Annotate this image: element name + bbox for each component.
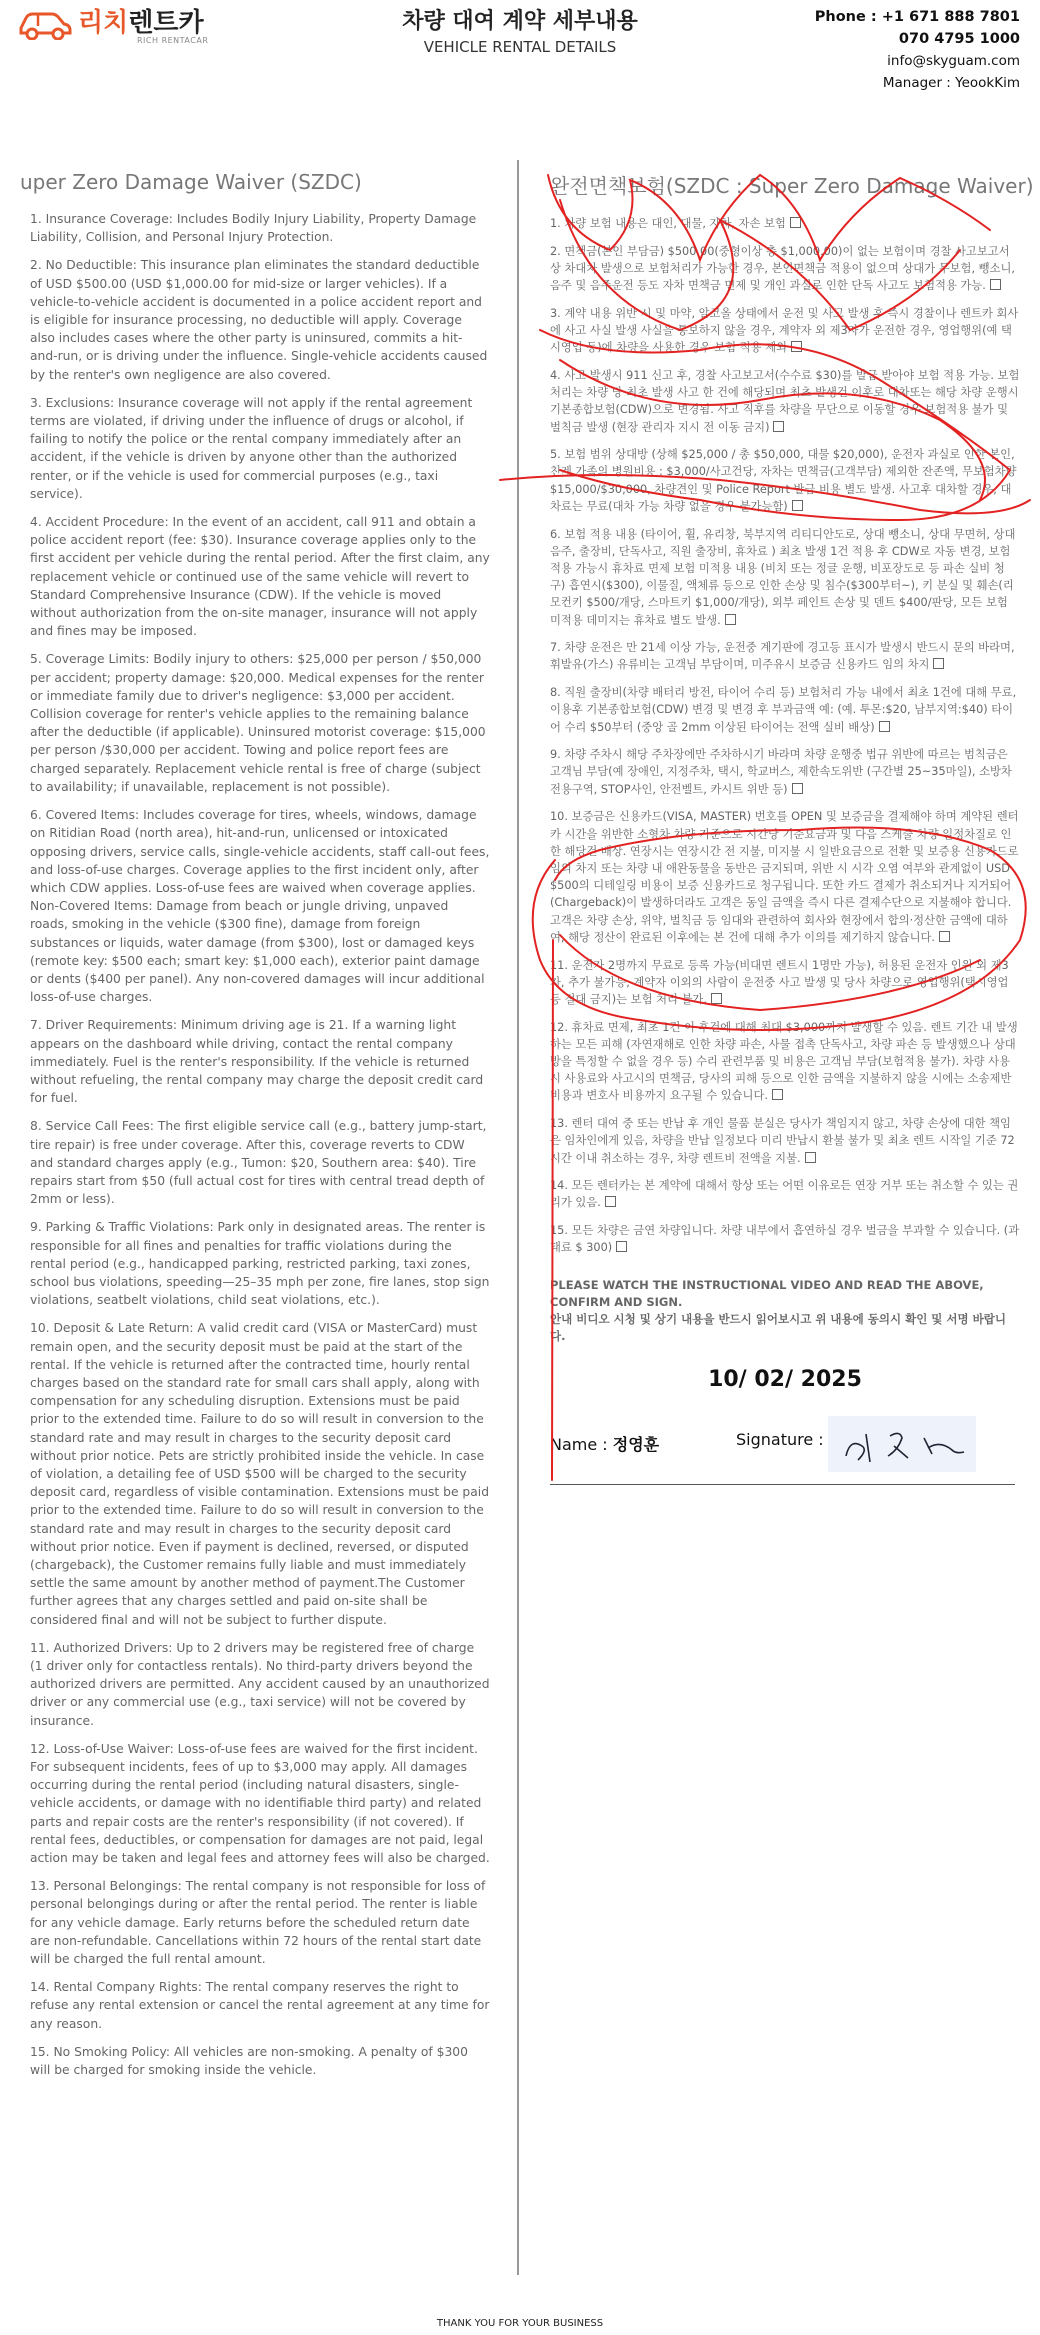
instruction-text: PLEASE WATCH THE INSTRUCTIONAL VIDEO AND READ THE ABOVE, CONFIRM AND SIGN. 안내 비디오 시청 및 상기 내용을 반드시 읽어보시고 위 내용에 동의시 확인 및 서명 바랍니다. xyxy=(550,1277,1006,1343)
confirm-checkbox[interactable] xyxy=(791,341,802,352)
korean-term-item xyxy=(550,1019,1020,1105)
contact-info xyxy=(815,6,1020,94)
english-term-item: 5. Coverage Limits: Bodily injury to others: $25,000 per person / $50,000 per accident; property damage: $20,000. Medical expenses for the renter or immediate family due to driver's negligence: $3,000 per accident. Collision coverage for renter's vehicle applies to the remaining balance after the deductible (if applicable). Uninsured motorist coverage: $15,000 per person /$30,000 per accident. Towing and police report fees are charged separately. Replacement vehicle rental is free of charge (subject to availability; if unavailable, replacement is not possible). xyxy=(30,652,486,794)
korean-term-item xyxy=(550,746,1020,798)
korean-term-item xyxy=(550,639,1020,673)
manager: Manager : YeookKim xyxy=(882,75,1020,91)
english-term-item: 9. Parking & Traffic Violations: Park only in designated areas. The renter is responsible for all fines and penalties for traffic violations during the rental period (e.g., handicapped parking, restricted parking, taxi zones, school bus violations, speeding—25–35 mph per zone, fire lanes, stop sign violations, seatbelt violations, child seat violations, etc.). xyxy=(30,1220,490,1308)
document-subtitle: VEHICLE RENTAL DETAILS xyxy=(423,38,617,56)
column-divider xyxy=(517,160,519,2275)
confirm-checkbox[interactable] xyxy=(792,500,803,511)
english-term-item: 15. No Smoking Policy: All vehicles are non-smoking. A penalty of $300 will be charged for smoking inside the vehicle. xyxy=(30,2044,468,2078)
confirm-checkbox[interactable] xyxy=(711,993,722,1004)
english-term-item: 8. Service Call Fees: The first eligible service call (e.g., battery jump-start, tire repair) is free under coverage. After this, coverage reverts to CDW and standard charges apply (e.g., Tumon: $20, Southern area: $40). Tire repairs start from $50 (full actual cost for tires with central tread depth of 2mm or less). xyxy=(30,1119,487,1207)
english-term-item: 2. No Deductible: This insurance plan eliminates the standard deductible of USD $500.00 (USD $1,000.00 for mid-size or larger vehicles). If a vehicle-to-vehicle accident is documented in a police accident report and is eligible for insurance processing, no deductible will apply. Coverage also includes cases where the other party is uninsured, commits a hit-and-run, or is driving under the influence. Single-vehicle accidents caused by the renter's own negligence are also covered. xyxy=(30,258,488,382)
english-term-item: 7. Driver Requirements: Minimum driving age is 21. If a warning light appears on the dashboard while driving, contact the rental company immediately. Fuel is the renter's responsibility. If the vehicle is returned without refueling, the rental company may charge the deposit credit card for fuel. xyxy=(30,1018,484,1106)
korean-section-title: 완전면책보험(SZDC : Super Zero Damage Waiver) xyxy=(550,174,1034,198)
confirm-checkbox[interactable] xyxy=(939,931,950,942)
english-term-item: 3. Exclusions: Insurance coverage will not apply if the rental agreement terms are violated, if driving under the influence of drugs or alcohol, if failing to notify the police or the rental company immediately after an accident, if the vehicle is driven by anyone other than the authorized renter, or if the vehicle is used for commercial purposes (e.g., taxi service). xyxy=(30,395,473,501)
english-term-item: 12. Loss-of-Use Waiver: Loss-of-use fees are waived for the first incident. For subsequent incidents, fees of up to $3,000 may apply. All damages occurring during the rental period (including natural disasters, single-vehicle accidents, or damage with no identifiable third party) and related parts and repair costs are the renter's responsibility (if not covered). If rental fees, deductibles, or compensation for damages are not paid, legal action may be taken and legal fees and attorney fees will also be charged. xyxy=(30,1741,490,1866)
signature-box[interactable] xyxy=(828,1416,976,1472)
korean-term-item xyxy=(550,526,1020,629)
english-term-item: 14. Rental Company Rights: The rental company reserves the right to refuse any rental extension or cancel the rental agreement at any time for any reason. xyxy=(30,1980,490,2031)
english-terms xyxy=(20,168,490,2089)
renter-name: 정영훈 xyxy=(612,1434,660,1454)
korean-term-text: 2. 면책금(본인 부담금) $500.00(중형이상 총 $1,000.00)이 없는 보험이며 경찰 사고보고서 상 차대차 발생으로 보험처리가 가능한 경우, 본인면책금 적용이 없으며 상대가 무보험, 뺑소니, 음주 및 음주운전 등도 자차 면책금 면제 및 개인 과실로 인한 단독 사고도 보험적용 가능. xyxy=(550,244,1015,293)
korean-terms-list xyxy=(550,215,1020,1257)
logo-text: 리치렌트카 xyxy=(78,8,204,38)
korean-term-text: 9. 차량 주차시 해당 주차장에만 주차하시기 바라며 차량 운행중 법규 위반에 따르는 범칙금은 고객님 부담(예 장애인, 지정주차, 택시, 학교버스, 제한속도위반 (구간별 25~35마일), 소방차전용구역, STOP사인, 안전벨트, 카시트 위반 등) xyxy=(550,748,1012,796)
header xyxy=(0,0,1040,110)
confirm-checkbox[interactable] xyxy=(879,721,890,732)
korean-term-text: 3. 계약 내용 위반 시 및 마약, 알코올 상태에서 운전 및 사고 발생 후 즉시 경찰이나 렌트카 회사에 사고 사실 발생 사실을 통보하지 않을 경우, 계약자 외 제3자가 운전한 경우, 영업행위(예 택시영업 등)에 차량을 사용한 경우 보험 적용 제외 xyxy=(550,306,1019,355)
english-term-item: 4. Accident Procedure: In the event of an accident, call 911 and obtain a police accident report (fee: $30). Insurance coverage applies only to the first accident per vehicle during the rental period. After the first claim, any replacement vehicle or continued use of the same vehicle will revert to Standard Comprehensive Insurance (CDW). If the vehicle is moved without authorization from the on-site manager, insurance will not apply and fines may be imposed. xyxy=(30,515,490,639)
contract-date: 10/ 02/ 2025 xyxy=(708,1366,862,1392)
korean-term-item xyxy=(550,367,1020,436)
korean-term-text: 7. 차량 운전은 만 21세 이상 가능, 운전중 계기판에 경고등 표시가 발생시 반드시 문의 바라며, 휘발유(가스) 유류비는 고객님 부담이며, 미주유시 보증금 신용카드 임의 차지 xyxy=(550,641,1015,672)
email: info@skyguam.com xyxy=(887,53,1020,69)
korean-term-item xyxy=(550,684,1020,736)
logo-subtext: RICH RENTACAR xyxy=(137,36,209,45)
handwritten-signature xyxy=(828,1416,976,1472)
korean-term-text: 8. 직원 출장비(차량 배터리 방전, 타이어 수리 등) 보험처리 가능 내에서 최초 1건에 대해 무료, 이용후 기본종합보험(CDW) 변경 및 변경 후 부과금액 예: (예. 투몬:$20, 남부지역:$40) 타이어 수리 $50부터 (중앙 골 2mm 이상된 타이어는 전액 실비 배상) xyxy=(550,686,1017,734)
name-field: Name : 정영훈 xyxy=(550,1434,660,1454)
confirm-checkbox[interactable] xyxy=(772,1089,783,1100)
korean-term-item xyxy=(550,1177,1020,1211)
korean-term-text: 10. 보증금은 신용카드(VISA, MASTER) 번호를 OPEN 및 보증금을 결제해야 하며 계약된 렌터카 시간을 위반한 소형차 차량 기준으로 시간당 기준요금과 및 다음 스케줄 차량 일정차질로 인한 해당건 배상. 연장시는 연장시간 전 지불, 미지불 시 일반요금으로 전환 및 보증용 신용카드로 임의 차지 또는 차량 내 애완동물을 동반은 금지되며, 위반 시 시각 오염 여부와 관계없이 USD $500의 디테일링 비용이 보증 신용카드로 청구됩니다. 또한 카드 결제가 취소되거나 지거되어 (Chargeback)이 발생하더라도 고객은 동일 금액을 즉시 다른 결제수단으로 지불해야 합니다. 고객은 차량 손상, 위약, 벌칙금 등 임대와 관련하여 회사와 현장에서 합의·정산한 금액에 대하여, 해당 정산이 완료된 이후에는 본 건에 대해 추가 이의를 제기하지 않습니다. xyxy=(550,810,1019,944)
confirm-checkbox[interactable] xyxy=(616,1241,627,1252)
confirm-checkbox[interactable] xyxy=(792,783,803,794)
english-term-item: 11. Authorized Drivers: Up to 2 drivers may be registered free of charge (1 driver only for contactless rentals). No third-party drivers beyond the authorized drivers are permitted. Any accident caused by an unauthorized driver or any commercial use (e.g., taxi service) will not be covered by insurance. xyxy=(30,1640,490,1728)
confirm-checkbox[interactable] xyxy=(805,1152,816,1163)
korean-term-text: 5. 보험 범위 상대방 (상해 $25,000 / 총 $50,000, 대물 $20,000), 운전자 과실로 인한 본인, 친계 가족의 병원비용 : $3,000/사고건당, 자차는 면책금(고객부담) 제외한 잔존액, 무보험차량 $15,000/$30,000, 차량견인 및 Police Report 발급 비용 별도 발생. 사고후 대차할 경우, 대차료는 무료(대차 가능 차량 없을 경우 불가능함) xyxy=(550,448,1017,513)
confirm-checkbox[interactable] xyxy=(990,279,1001,290)
korean-term-item xyxy=(550,1222,1020,1256)
korean-term-item xyxy=(550,243,1020,295)
footer: THANK YOU FOR YOUR BUSINESS xyxy=(436,2318,604,2329)
phone-secondary: 070 4795 1000 xyxy=(898,31,1020,47)
confirm-checkbox[interactable] xyxy=(773,421,784,432)
signature-label: Signature : xyxy=(736,1429,824,1449)
korean-term-text: 13. 렌터 대여 중 또는 반납 후 개인 물품 분실은 당사가 책임지지 않고, 차량 손상에 대한 책임은 임차인에게 있음, 차량을 반납 일정보다 미리 반납시 환불 불가 및 최초 렌트 시작일 기준 72시간 이내 취소하는 경우, 차량 렌트비 전액을 지불. xyxy=(550,1117,1015,1165)
korean-terms xyxy=(550,168,1034,1486)
english-term-item: 6. Covered Items: Includes coverage for tires, wheels, windows, damage on Ritidian Road (north area), hit-and-run, unlicensed or intoxicated opposing drivers, service calls, single-vehicle accidents, staff call-out fees, and loss-of-use charges. Coverage applies to the first incident only, after which CDW applies. Loss-of-use fees are waived when coverage applies. Non-Covered Items: Damage from beach or jungle driving, unpaved roads, smoking in the vehicle ($300 fine), damage from foreign substances or liquids, water damage (from $300), lost or damaged keys (remote key: $500 each; smart key: $1,000 each), exterior paint damage or dents ($400 per panel). Any non-covered damages will incur additional loss-of-use charges. xyxy=(30,808,490,1005)
korean-term-item xyxy=(550,957,1020,1009)
english-section-title: uper Zero Damage Waiver (SZDC) xyxy=(20,170,362,194)
english-term-item: 10. Deposit & Late Return: A valid credit card (VISA or MasterCard) must remain open, and the security deposit must be paid at the start of the rental. If the vehicle is returned after the contracted time, hourly rental charges based on the standard rate for small cars shall apply, along with compensation for any scheduling disruption. Extensions must be paid prior to the extended time. Failure to do so will result in conversion to the standard rate and may result in charges to the security deposit card without prior notice. Pets are strictly prohibited inside the vehicle. In case of violation, a detailing fee of USD $500 will be charged to the security deposit card, regardless of visible contamination. Extensions must be paid prior to the extended time. Failure to do so will result in conversion to the standard rate and may result in charges to the security deposit card without prior notice. Even if payment is declined, reversed, or disputed (chargeback), the Customer remains fully liable and must immediately settle the same amount by another method of payment.The Customer further agrees that any charges settled and paid on-site shall be considered final and will not be subject to further dispute. xyxy=(30,1321,489,1627)
korean-term-item xyxy=(550,808,1020,946)
english-term-item: 13. Personal Belongings: The rental company is not responsible for loss of personal belongings during or after the rental period. The renter is liable for any vehicle damage. Early returns before the scheduled return date are non-refundable. Cancellations within 72 hours of the rental start date will be charged the full rental amount. xyxy=(30,1879,486,1967)
korean-term-text: 11. 운전자 2명까지 무료로 등록 가능(비대면 렌트시 1명만 가능), 허용된 운전자 인원 외 제3자, 추가 불가능, 계약자 이외의 사람이 운전중 사고 발생 및 당사 차량으로 영업행위(택시영업 등 절대 금지)는 보험 처리 불가. xyxy=(550,958,1009,1006)
korean-term-text: 1. 차량 보험 내용은 대인, 대물, 자차, 자손 보험 xyxy=(550,217,786,230)
confirm-checkbox[interactable] xyxy=(790,217,801,228)
korean-term-text: 4. 사고 발생시 911 신고 후, 경찰 사고보고서(수수료 $30)를 발급 받아야 보험 적용 가능. 보험처리는 차량 당 최초 발생 사고 한 건에 해당되며 최초 발생건 이후로 대차또는 해당 차량 운행시 기본종합보험(CDW)으로 변경됨. 사고 직후를 차량을 무단으로 이동할 경우 보험적용 불가 및 벌칙금 발생 (현장 관리자 지시 전 이동 금지) xyxy=(550,368,1020,434)
korean-term-text: 15. 모든 차량은 금연 차량입니다. 차량 내부에서 흡연하실 경우 벌금을 부과할 수 있습니다. (과태료 $ 300) xyxy=(550,1224,1020,1255)
english-terms-list xyxy=(20,210,490,2079)
korean-term-text: 14. 모든 렌터카는 본 계약에 대해서 항상 또는 어떤 이유로든 연장 거부 또는 취소할 수 있는 권리가 있음. xyxy=(550,1179,1019,1210)
korean-term-text: 6. 보험 적용 내용 (타이어, 휠, 유리창, 북부지역 리티디안도로, 상대 뺑소니, 상대 무면허, 상대 음주, 출장비, 단독사고, 직원 출장비, 휴차료 ) 최초 발생 1건 적용 후 CDW로 자동 변경, 보험적용 가능시 휴차료 면제 보험 미적용 내용 (비치 또는 정글 운행, 비포장도로 등 파손 실비 청구) 흡연시($300), 이물질, 액체류 등으로 인한 손상 및 침수($300부터~), 키 분실 및 훼손(리모컨키 $500/개당, 스마트키 $1,000/개당), 외부 페인트 손상 및 덴트 $400/판당, 모든 보험 미적용 데미지는 휴차료 별도 발생. xyxy=(550,527,1016,627)
korean-term-item xyxy=(550,305,1020,357)
korean-term-text: 12. 휴차료 면제, 최초 1건 이 후건에 대해 최대 $3,000까지 발생할 수 있음. 렌트 기간 내 발생하는 모든 피해 (자연재해로 인한 차량 파손, 사물 접촉 단독사고, 차량 파손 등 발생했으나 상대방을 특정할 수 없을 경우 등) 수리 관련부품 및 비용은 고객님 부담(보험적용 불가). 차량 사용시 사용료와 사고시의 면책금, 당사의 피해 등으로 인한 금액을 지불하지 않을 시에는 소송제반 비용과 변호사 비용까지 요구될 수 있습니다. xyxy=(550,1020,1018,1103)
korean-term-item xyxy=(550,215,1020,232)
confirm-checkbox[interactable] xyxy=(725,614,736,625)
confirm-checkbox[interactable] xyxy=(933,658,944,669)
korean-term-item xyxy=(550,1115,1020,1167)
document-title: 차량 대여 계약 세부내용 xyxy=(402,9,638,34)
korean-term-item xyxy=(550,446,1020,515)
signature-underline xyxy=(550,1484,1015,1485)
confirm-checkbox[interactable] xyxy=(605,1196,616,1207)
english-term-item: 1. Insurance Coverage: Includes Bodily Injury Liability, Property Damage Liability, Collision, and Personal Injury Protection. xyxy=(30,212,477,245)
phone: Phone : +1 671 888 7801 xyxy=(814,9,1020,25)
signature-row xyxy=(550,1416,1020,1486)
